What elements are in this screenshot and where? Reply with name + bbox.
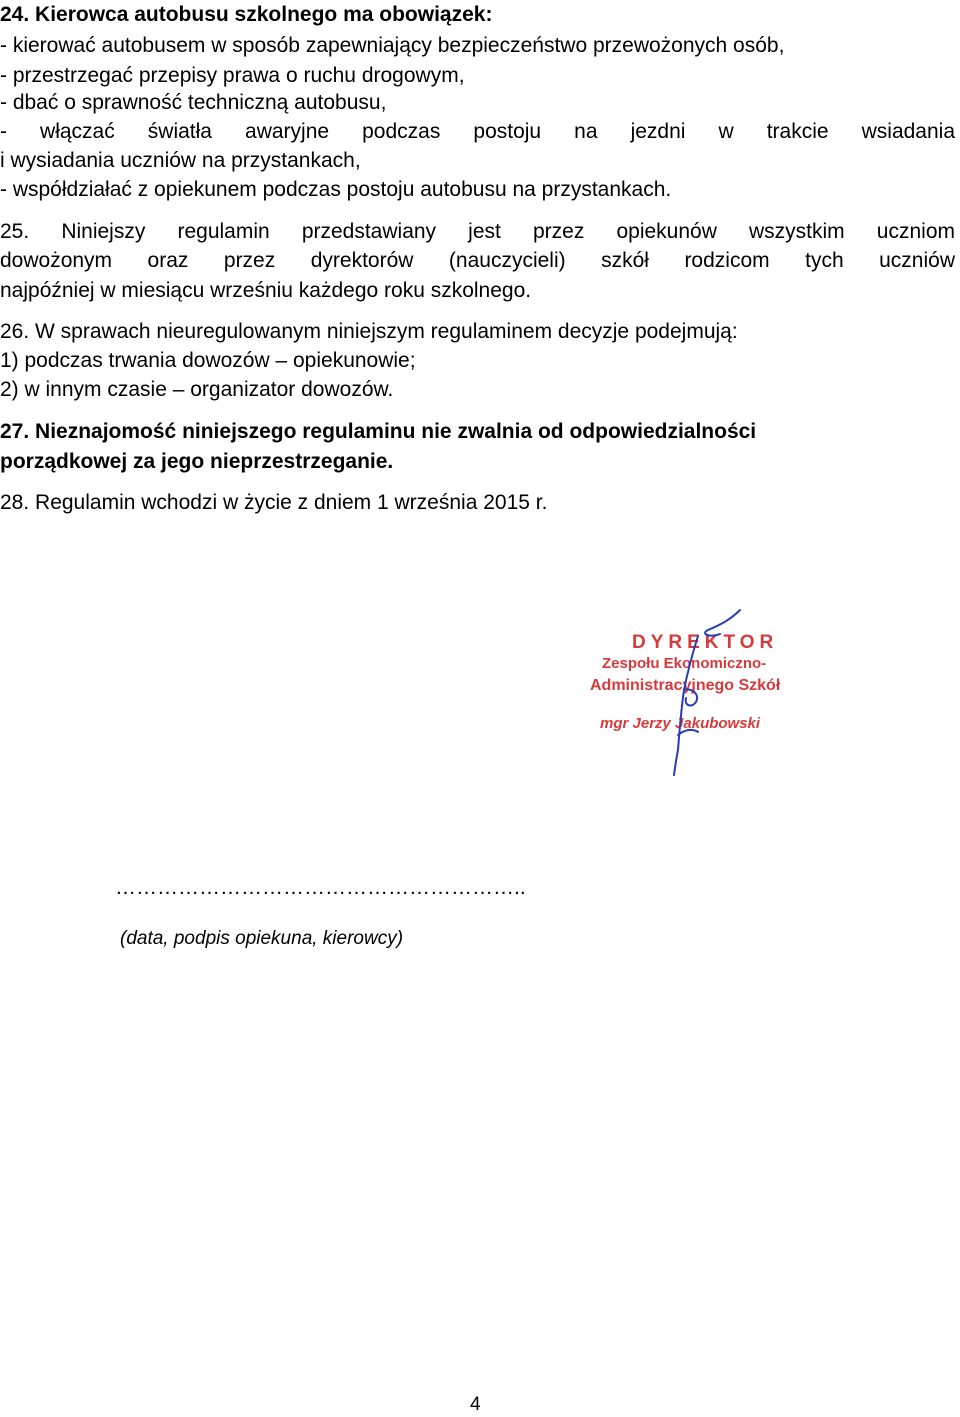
section-26-line: 26. W sprawach nieuregulowanym niniejszym regulaminem decyzje podejmują: xyxy=(0,320,738,343)
section-25-line: dowożonym oraz przez dyrektorów (nauczycieli) szkół rodzicom tych uczniów xyxy=(0,249,955,272)
stamp-line-2: Administracyjnego Szkół xyxy=(590,677,781,694)
section-24-item: - kierować autobusem w sposób zapewniający bezpieczeństwo przewożonych osób, xyxy=(0,34,785,57)
section-26-line: 1) podczas trwania dowozów – opiekunowie; xyxy=(0,349,416,372)
stamp-name: mgr Jerzy Jakubowski xyxy=(600,715,761,732)
section-24-item: - współdziałać z opiekunem podczas postoju autobusu na przystankach. xyxy=(0,178,672,201)
page-number: 4 xyxy=(470,1394,481,1415)
section-24-item: i wysiadania uczniów na przystankach, xyxy=(0,149,361,172)
signature-caption: (data, podpis opiekuna, kierowcy) xyxy=(120,928,404,949)
section-24-heading: 24. Kierowca autobusu szkolnego ma obowiązek: xyxy=(0,3,493,26)
section-24-item: - dbać o sprawność techniczną autobusu, xyxy=(0,91,387,114)
section-27-line: 27. Nieznajomość niniejszego regulaminu nie zwalnia od odpowiedzialności xyxy=(0,420,757,443)
section-28-text: 28. Regulamin wchodzi w życie z dniem 1 września 2015 r. xyxy=(0,491,548,514)
section-24-item: - włączać światła awaryjne podczas postoju na jezdni w trakcie wsiadania xyxy=(0,120,955,143)
stamp-line-1: Zespołu Ekonomiczno- xyxy=(602,655,767,672)
director-stamp xyxy=(580,600,840,780)
section-24-item: - przestrzegać przepisy prawa o ruchu drogowym, xyxy=(0,64,465,87)
stamp-title: DYREKTOR xyxy=(632,632,779,653)
section-25-line: 25. Niniejszy regulamin przedstawiany jest przez opiekunów wszystkim uczniom xyxy=(0,220,955,243)
section-27-line: porządkowej za jego nieprzestrzeganie. xyxy=(0,450,394,473)
section-26-line: 2) w innym czasie – organizator dowozów. xyxy=(0,378,394,401)
signature-line: ………………………………………………….. xyxy=(115,876,526,899)
section-25-line: najpóźniej w miesiącu wrześniu każdego roku szkolnego. xyxy=(0,279,532,302)
